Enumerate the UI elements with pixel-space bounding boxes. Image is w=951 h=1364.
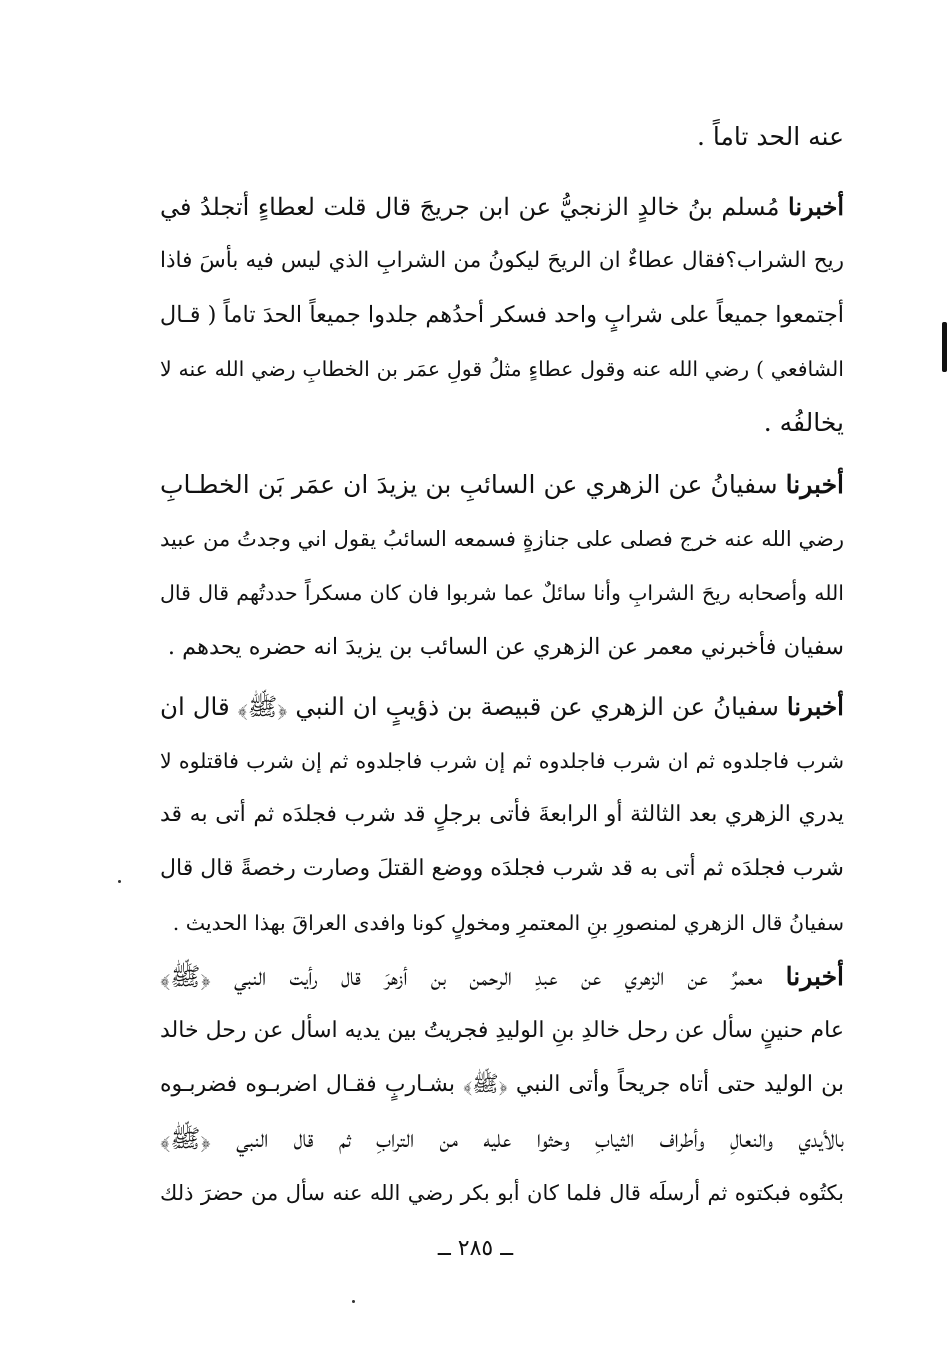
text-line: أجتمعوا جميعاً على شرابٍ واحد فسكر أحدُهم جلدوا جميعاً الحدَ تاماً ( قـال xyxy=(160,302,844,328)
text-line: بكتُوه فبكتوه ثم أرسلَه قال فلما كان أبو بكر رضي الله عنه سأل من حضرَ ذلك xyxy=(160,1181,844,1205)
text-line: أخبرنا مُسلم بنُ خالدٍ الزنجيُّ عن ابن جريجَ قال قلت لعطاءٍ أتجلدُ في xyxy=(160,192,844,221)
scan-speck xyxy=(118,880,121,883)
text-line: يدري الزهري بعد الثالثة أو الرابعةَ فأتى برجلٍ قد شرب فجلدَه ثم أتى به قد xyxy=(160,802,844,827)
narration-lead-word: أخبرنا xyxy=(786,692,844,721)
text-line: الله وأصحابه ريحَ الشرابِ وأنا سائلٌ عما شربوا فان كان مسكراً حددتُهم قال قال xyxy=(160,581,844,605)
text-line: بالأيدي والنعالِ وأطراف الثيابِ وحثوا عليه من الترابِ ثم قال النبي ﴿ﷺ﴾ xyxy=(160,1124,844,1153)
paragraph-continuation xyxy=(160,110,844,164)
text-line: أخبرنا معمرٌ عن الزهري عن عبدِ الرحمن بن أزهرَ قال رأيت النبي ﴿ﷺ﴾ xyxy=(160,962,844,991)
text-line: أخبرنا سفيانُ عن الزهري عن قبيصة بن ذؤيبٍ ان النبي ﴿ﷺ﴾ قال ان xyxy=(160,692,844,721)
text-line: شرب فاجلدوه ثم ان شرب فاجلدوه ثم إن شرب فاجلدوه ثم إن شرب فاقتلوه لا xyxy=(160,749,844,773)
narration-lead-word: أخبرنا xyxy=(788,192,844,221)
text-line: عنه الحد تاماً . xyxy=(696,122,844,151)
text-line: عام حنينٍ سأل عن رحل خالدِ بنِ الوليدِ فجريتُ بين يديه اسأل عن رحل خالد xyxy=(160,1018,844,1043)
text-line: ريح الشراب؟فقال عطاءٌ ان الريحَ ليكونُ من الشرابِ الذي ليس فيه بأسَ فاذا xyxy=(160,248,844,273)
text-line: سفيانُ قال الزهري لمنصورِ بنِ المعتمرِ ومخولٍ كونا وافدى العراقَ بهذا الحديث . xyxy=(172,911,844,935)
page-number: ــ ٢٨٥ ــ xyxy=(437,1236,514,1261)
text-line: شرب فجلدَه ثم أتى به قد شرب فجلدَه ووضع القتلَ وصارت رخصةً قال قال xyxy=(160,856,844,881)
scan-speck xyxy=(352,1300,355,1303)
text-line: الشافعي ) رضي الله عنه وقول عطاءٍ مثلُ قولِ عمَر بن الخطابِ رضي الله عنه لا xyxy=(160,357,844,381)
narration-lead-word: أخبرنا xyxy=(785,470,844,499)
text-line: يخالفُه . xyxy=(763,408,844,437)
paragraph-narration-4 xyxy=(160,950,844,1220)
paragraph-narration-3 xyxy=(160,680,844,950)
text-line: أخبرنا سفيانُ عن الزهري عن السائبِ بن يزيدَ ان عمَر بَن الخطـابِ xyxy=(160,470,844,499)
paragraph-narration-2 xyxy=(160,458,844,674)
text-line: بن الوليد حتى أتاه جريحاً وأتى النبي ﴿ﷺ﴾ بشـاربٍ فقـال اضربـوه فضربـوه xyxy=(160,1072,844,1097)
text-line: سفيان فأخبرني معمر عن الزهري عن السائب بن يزيدَ انه حضره يحدهم . xyxy=(167,634,844,660)
paragraph-narration-1 xyxy=(160,180,844,450)
text-line: رضي الله عنه خرج فصلى على جنازةٍ فسمعه السائبُ يقول اني وجدتُ من عبيد xyxy=(160,527,844,551)
scan-edge-mark xyxy=(942,322,947,372)
narration-lead-word: أخبرنا xyxy=(785,962,844,991)
